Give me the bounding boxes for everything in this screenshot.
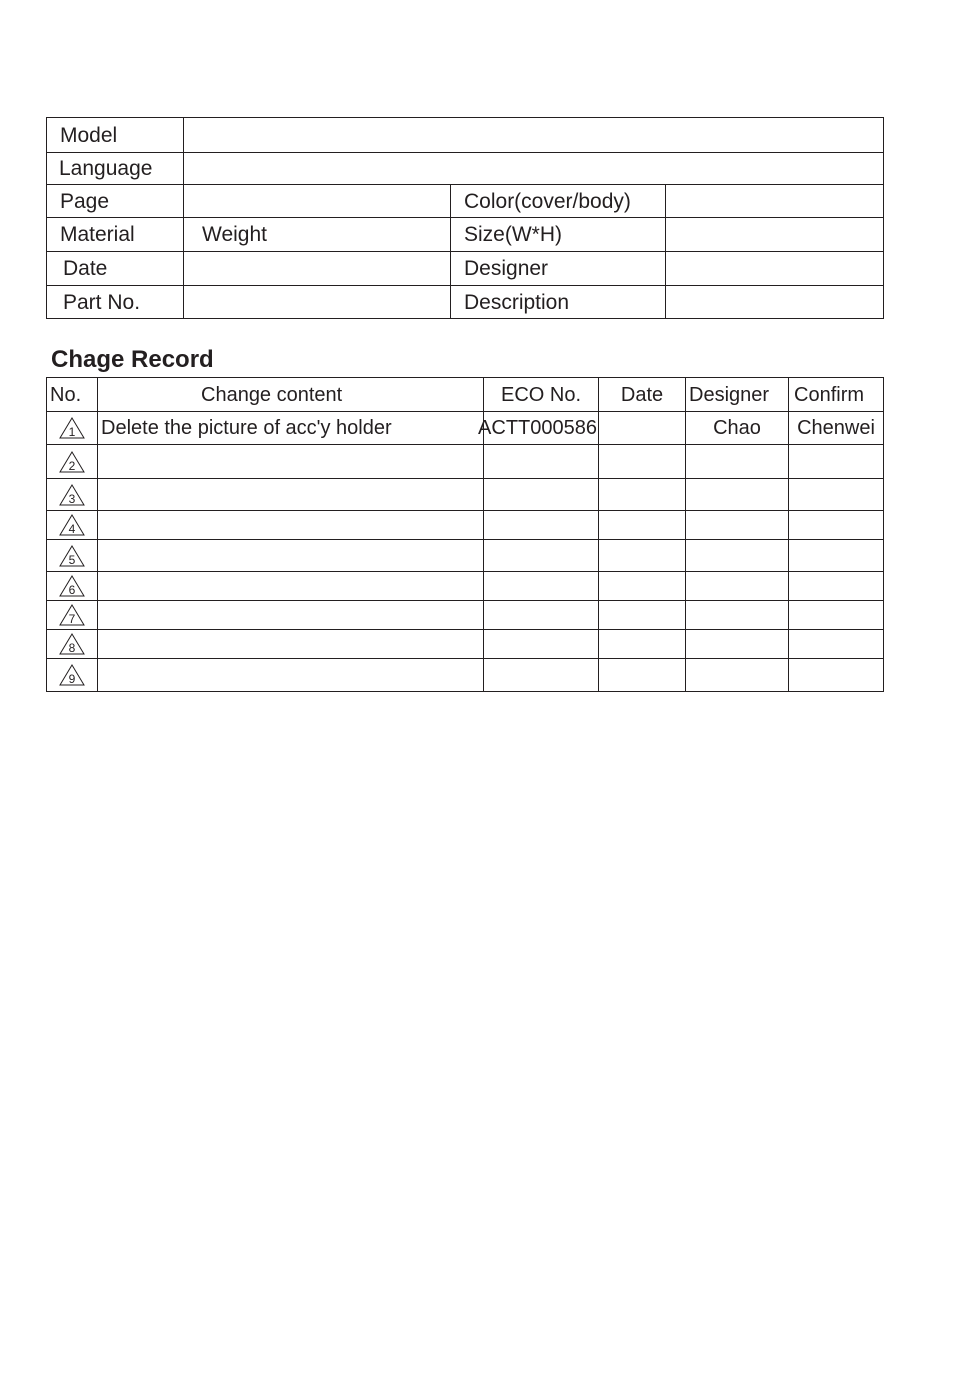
designer-cell [686,511,789,540]
header-confirm: Confirm [789,378,884,412]
revision-triangle-icon [59,484,85,506]
date-cell [599,412,686,445]
record-row [47,659,884,692]
revision-number-cell [47,479,98,511]
confirm-cell [789,601,884,630]
designer-cell [686,630,789,659]
eco-number-cell [484,540,599,572]
header-date: Date [599,378,686,412]
revision-triangle-icon [59,514,85,536]
revision-number-cell [47,659,98,692]
info-row-date [47,252,884,286]
revision-number-cell [47,572,98,601]
model-value [184,118,884,153]
designer-cell [686,540,789,572]
info-row-partno [47,286,884,319]
page-label: Page [47,185,184,218]
revision-triangle-icon [59,575,85,597]
size-value [666,218,884,252]
info-row-material [47,218,884,252]
description-value [666,286,884,319]
confirm-cell [789,572,884,601]
eco-number-cell [484,659,599,692]
change-content-cell [98,511,484,540]
info-table [46,117,884,319]
record-row [47,630,884,659]
revision-triangle-icon [59,545,85,567]
eco-number-cell [484,445,599,479]
revision-triangle-icon [59,451,85,473]
revision-number-label: 3 [68,491,76,506]
revision-triangle-icon [59,417,85,439]
confirm-cell [789,659,884,692]
confirm-cell [789,479,884,511]
eco-number-text: ACTT000586 [478,417,597,439]
revision-number-label: 2 [68,458,76,473]
designer-cell [686,601,789,630]
date-cell [599,659,686,692]
weight-label: Weight [184,218,451,252]
confirm-cell [789,511,884,540]
revision-triangle-icon [59,664,85,686]
date-cell [599,445,686,479]
color-value [666,185,884,218]
designer-cell: Chao [686,412,789,445]
change-content-cell [98,659,484,692]
record-row [47,540,884,572]
date-cell [599,479,686,511]
date-cell [599,601,686,630]
designer-cell [686,659,789,692]
language-value [184,153,884,185]
change-record-table [46,377,884,692]
change-record-title: Chage Record [51,346,214,373]
revision-number-label: 6 [68,583,76,597]
page-value [184,185,451,218]
record-row [47,479,884,511]
revision-number-cell [47,540,98,572]
designer-cell [686,445,789,479]
date-cell [599,630,686,659]
change-content-cell [98,540,484,572]
revision-number-cell [47,601,98,630]
record-row [47,601,884,630]
header-eco: ECO No. [484,378,599,412]
change-content-cell [98,572,484,601]
change-content-cell: Delete the picture of acc'y holder [98,412,484,445]
eco-number-cell [484,572,599,601]
confirm-cell [789,540,884,572]
model-label: Model [47,118,184,153]
revision-triangle-icon [59,633,85,655]
header-designer: Designer [686,378,789,412]
designer-cell [686,572,789,601]
revision-number-cell [47,445,98,479]
size-label: Size(W*H) [451,218,666,252]
partno-label: Part No. [47,286,184,319]
info-row-page [47,185,884,218]
date-value [184,252,451,286]
revision-number-cell [47,630,98,659]
revision-number-label: 9 [68,672,76,686]
designer-cell [686,479,789,511]
description-label: Description [451,286,666,319]
info-row-language [47,153,884,185]
color-label: Color(cover/body) [451,185,666,218]
eco-number-cell [478,412,599,445]
date-cell [599,572,686,601]
date-cell [599,511,686,540]
material-label: Material [47,218,184,252]
revision-number-cell [47,511,98,540]
revision-triangle-icon [59,604,85,626]
change-content-cell [98,445,484,479]
header-no: No. [47,378,98,412]
revision-number-label: 1 [68,425,76,439]
change-content-cell [98,601,484,630]
confirm-cell: Chenwei [789,412,884,445]
designer-label: Designer [451,252,666,286]
info-row-model [47,118,884,153]
eco-number-cell [484,511,599,540]
confirm-cell [789,630,884,659]
record-row [47,445,884,479]
record-row [47,412,884,445]
language-label: Language [47,153,184,185]
eco-number-cell [484,479,599,511]
record-row [47,572,884,601]
revision-number-cell [47,412,98,445]
date-label: Date [47,252,184,286]
confirm-cell [789,445,884,479]
designer-value [666,252,884,286]
record-row [47,511,884,540]
record-header-row [47,378,884,412]
date-cell [599,540,686,572]
eco-number-cell [484,601,599,630]
change-content-cell [98,630,484,659]
revision-number-label: 8 [68,641,76,655]
header-content: Change content [98,378,484,412]
eco-number-cell [484,630,599,659]
change-content-cell [98,479,484,511]
partno-value [184,286,451,319]
revision-number-label: 7 [68,612,76,626]
revision-number-label: 4 [68,522,76,536]
revision-number-label: 5 [68,552,76,567]
